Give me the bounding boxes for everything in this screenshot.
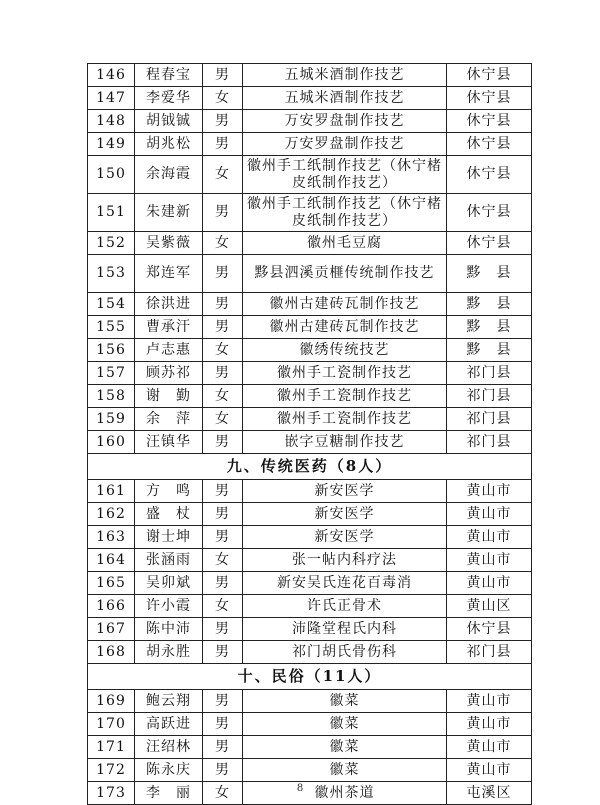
- cell-number: 148: [88, 110, 135, 133]
- cell-region: 祁门县: [447, 362, 532, 385]
- section-header-row: [88, 454, 532, 480]
- cell-project: 徽菜: [243, 759, 447, 782]
- cell-name: 谢士坤: [135, 526, 203, 549]
- cell-project: 嵌字豆糖制作技艺: [243, 431, 447, 454]
- cell-gender: 女: [203, 782, 243, 805]
- table-row: [88, 690, 532, 713]
- cell-name: 方 鸣: [135, 480, 203, 503]
- cell-region: 黟 县: [447, 339, 532, 362]
- cell-project: 万安罗盘制作技艺: [243, 133, 447, 156]
- cell-region: 祁门县: [447, 641, 532, 664]
- cell-name: 陈中沛: [135, 618, 203, 641]
- cell-gender: 男: [203, 362, 243, 385]
- cell-region: 黄山市: [447, 503, 532, 526]
- cell-gender: 男: [203, 316, 243, 339]
- table-row: [88, 595, 532, 618]
- cell-gender: 男: [203, 133, 243, 156]
- cell-gender: 男: [203, 110, 243, 133]
- cell-gender: 男: [203, 64, 243, 87]
- cell-number: 162: [88, 503, 135, 526]
- cell-name: 胡永胜: [135, 641, 203, 664]
- table-row: [88, 713, 532, 736]
- cell-region: 黟 县: [447, 255, 532, 293]
- cell-gender: 男: [203, 572, 243, 595]
- cell-region: 黄山区: [447, 595, 532, 618]
- cell-region: 黄山市: [447, 759, 532, 782]
- cell-project: 徽绣传统技艺: [243, 339, 447, 362]
- cell-number: 152: [88, 232, 135, 255]
- cell-project: 徽菜: [243, 736, 447, 759]
- cell-project: 祁门胡氏骨伤科: [243, 641, 447, 664]
- cell-number: 149: [88, 133, 135, 156]
- cell-number: 168: [88, 641, 135, 664]
- page-number: 8: [296, 783, 304, 794]
- cell-name: 郑连军: [135, 255, 203, 293]
- cell-region: 休宁县: [447, 156, 532, 194]
- table-row: [88, 293, 532, 316]
- cell-gender: 男: [203, 503, 243, 526]
- cell-region: 休宁县: [447, 110, 532, 133]
- cell-gender: 男: [203, 526, 243, 549]
- table-row: [88, 232, 532, 255]
- table-row: [88, 736, 532, 759]
- cell-project: 徽州手工纸制作技艺（休宁楮皮纸制作技艺）: [243, 156, 447, 194]
- section-title: 十、民俗（11人）: [88, 664, 532, 690]
- cell-number: 151: [88, 194, 135, 232]
- cell-name: 盛 杖: [135, 503, 203, 526]
- cell-name: 李 丽: [135, 782, 203, 805]
- cell-gender: 男: [203, 690, 243, 713]
- cell-project: 徽州手工纸制作技艺（休宁楮皮纸制作技艺）: [243, 194, 447, 232]
- cell-project: 新安医学: [243, 503, 447, 526]
- cell-region: 黄山市: [447, 526, 532, 549]
- cell-number: 159: [88, 408, 135, 431]
- cell-region: 祁门县: [447, 408, 532, 431]
- cell-gender: 女: [203, 87, 243, 110]
- cell-region: 黄山市: [447, 572, 532, 595]
- cell-gender: 男: [203, 618, 243, 641]
- cell-number: 153: [88, 255, 135, 293]
- cell-region: 休宁县: [447, 194, 532, 232]
- table-row: [88, 362, 532, 385]
- cell-region: 黄山市: [447, 549, 532, 572]
- cell-project: 徽州古建砖瓦制作技艺: [243, 293, 447, 316]
- cell-project: 徽州手工瓷制作技艺: [243, 362, 447, 385]
- cell-number: 160: [88, 431, 135, 454]
- cell-number: 169: [88, 690, 135, 713]
- cell-project: 五城米酒制作技艺: [243, 87, 447, 110]
- cell-project: 五城米酒制作技艺: [243, 64, 447, 87]
- table-row: [88, 194, 532, 232]
- cell-project: 万安罗盘制作技艺: [243, 110, 447, 133]
- cell-name: 顾苏祁: [135, 362, 203, 385]
- table-row: [88, 339, 532, 362]
- table-row: [88, 87, 532, 110]
- cell-gender: 女: [203, 408, 243, 431]
- cell-gender: 男: [203, 194, 243, 232]
- cell-region: 黄山市: [447, 736, 532, 759]
- cell-number: 170: [88, 713, 135, 736]
- cell-name: 吴卯斌: [135, 572, 203, 595]
- cell-number: 158: [88, 385, 135, 408]
- cell-number: 146: [88, 64, 135, 87]
- cell-gender: 男: [203, 713, 243, 736]
- cell-region: 黄山市: [447, 480, 532, 503]
- cell-name: 谢 勤: [135, 385, 203, 408]
- table-row: [88, 133, 532, 156]
- cell-gender: 女: [203, 549, 243, 572]
- cell-name: 程春宝: [135, 64, 203, 87]
- cell-project: 新安吴氏连花百毒消: [243, 572, 447, 595]
- cell-region: 屯溪区: [447, 782, 532, 805]
- cell-number: 157: [88, 362, 135, 385]
- cell-name: 朱建新: [135, 194, 203, 232]
- cell-gender: 女: [203, 232, 243, 255]
- cell-gender: 女: [203, 156, 243, 194]
- cell-region: 黟 县: [447, 293, 532, 316]
- table-row: [88, 526, 532, 549]
- cell-project: 新安医学: [243, 526, 447, 549]
- cell-project: 黟县泗溪贡榧传统制作技艺: [243, 255, 447, 293]
- cell-gender: 男: [203, 431, 243, 454]
- cell-project: 徽菜: [243, 713, 447, 736]
- cell-name: 许小霞: [135, 595, 203, 618]
- table-row: [88, 431, 532, 454]
- table-row: [88, 618, 532, 641]
- cell-name: 徐洪进: [135, 293, 203, 316]
- cell-gender: 女: [203, 385, 243, 408]
- cell-region: 休宁县: [447, 232, 532, 255]
- table-row: [88, 385, 532, 408]
- cell-region: 祁门县: [447, 385, 532, 408]
- cell-number: 161: [88, 480, 135, 503]
- table-row: [88, 110, 532, 133]
- section-title: 九、传统医药（8人）: [88, 454, 532, 480]
- table-row: [88, 641, 532, 664]
- roster-table-body: [88, 64, 532, 805]
- cell-project: 沛隆堂程氏内科: [243, 618, 447, 641]
- cell-name: 鲍云翔: [135, 690, 203, 713]
- cell-number: 147: [88, 87, 135, 110]
- cell-project: 许氏正骨术: [243, 595, 447, 618]
- table-row: [88, 572, 532, 595]
- table-row: [88, 480, 532, 503]
- cell-gender: 女: [203, 339, 243, 362]
- cell-name: 余 萍: [135, 408, 203, 431]
- cell-name: 胡钺铖: [135, 110, 203, 133]
- cell-gender: 男: [203, 759, 243, 782]
- cell-gender: 男: [203, 736, 243, 759]
- table-row: [88, 759, 532, 782]
- cell-gender: 男: [203, 255, 243, 293]
- cell-name: 曹承汗: [135, 316, 203, 339]
- table-row: [88, 503, 532, 526]
- cell-number: 154: [88, 293, 135, 316]
- cell-project: 新安医学: [243, 480, 447, 503]
- cell-region: 休宁县: [447, 133, 532, 156]
- cell-name: 高跃进: [135, 713, 203, 736]
- table-row: [88, 156, 532, 194]
- cell-number: 163: [88, 526, 135, 549]
- cell-region: 黄山市: [447, 713, 532, 736]
- cell-name: 胡兆松: [135, 133, 203, 156]
- cell-number: 156: [88, 339, 135, 362]
- cell-name: 汪绍林: [135, 736, 203, 759]
- cell-number: 173: [88, 782, 135, 805]
- cell-project: 徽菜: [243, 690, 447, 713]
- section-header-row: [88, 664, 532, 690]
- cell-number: 172: [88, 759, 135, 782]
- cell-name: 卢志惠: [135, 339, 203, 362]
- cell-name: 吴紫薇: [135, 232, 203, 255]
- cell-region: 黄山市: [447, 690, 532, 713]
- cell-number: 167: [88, 618, 135, 641]
- cell-number: 155: [88, 316, 135, 339]
- cell-region: 休宁县: [447, 87, 532, 110]
- roster-table: [87, 63, 532, 805]
- cell-project: 徽州毛豆腐: [243, 232, 447, 255]
- cell-region: 休宁县: [447, 64, 532, 87]
- cell-project: 徽州茶道: [243, 782, 447, 805]
- cell-gender: 男: [203, 641, 243, 664]
- cell-project: 张一帖内科疗法: [243, 549, 447, 572]
- cell-name: 余海霞: [135, 156, 203, 194]
- cell-name: 汪镇华: [135, 431, 203, 454]
- table-row: [88, 255, 532, 293]
- cell-project: 徽州手工瓷制作技艺: [243, 385, 447, 408]
- cell-number: 166: [88, 595, 135, 618]
- cell-project: 徽州古建砖瓦制作技艺: [243, 316, 447, 339]
- cell-number: 165: [88, 572, 135, 595]
- table-row: [88, 408, 532, 431]
- cell-name: 张涵雨: [135, 549, 203, 572]
- cell-region: 休宁县: [447, 618, 532, 641]
- cell-region: 黟 县: [447, 316, 532, 339]
- cell-region: 祁门县: [447, 431, 532, 454]
- cell-number: 164: [88, 549, 135, 572]
- cell-gender: 女: [203, 595, 243, 618]
- table-row: [88, 316, 532, 339]
- table-row: [88, 64, 532, 87]
- cell-name: 李爱华: [135, 87, 203, 110]
- cell-name: 陈永庆: [135, 759, 203, 782]
- cell-gender: 男: [203, 480, 243, 503]
- table-row: [88, 549, 532, 572]
- cell-project: 徽州手工瓷制作技艺: [243, 408, 447, 431]
- cell-gender: 男: [203, 293, 243, 316]
- cell-number: 171: [88, 736, 135, 759]
- cell-number: 150: [88, 156, 135, 194]
